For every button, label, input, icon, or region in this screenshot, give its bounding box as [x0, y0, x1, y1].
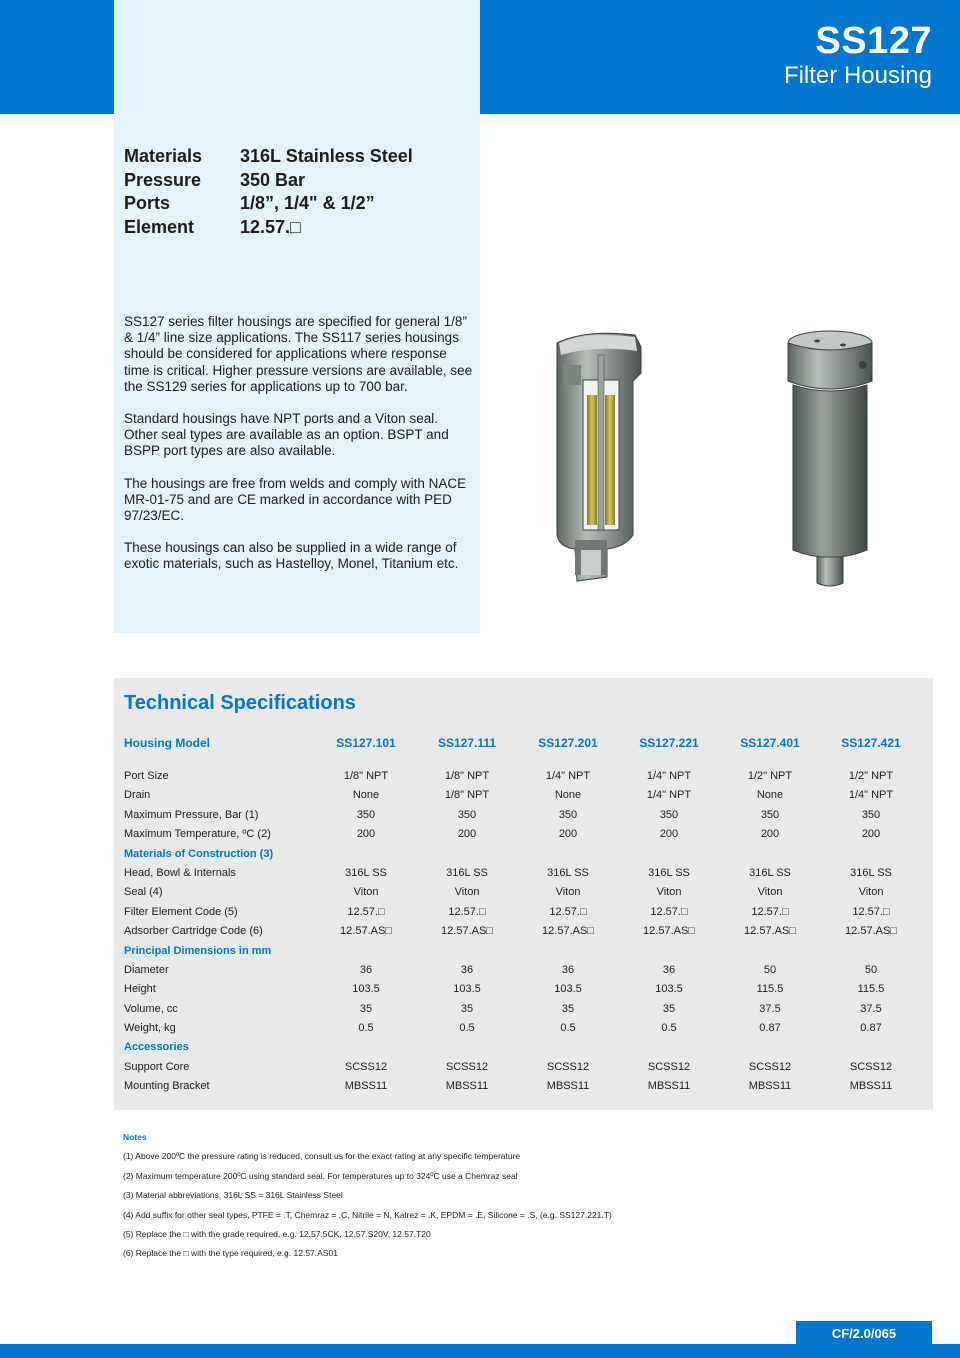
spec-cell: 0.87 — [759, 1022, 781, 1035]
model-header: SS127.201 — [538, 736, 598, 750]
note-item: (2) Maximum temperature 200ºC using standard seal. For temperatures up to 324ºC use a Chemraz seal — [123, 1170, 518, 1181]
spec-cell: 12.57.AS□ — [340, 925, 392, 938]
key-spec-pressure — [124, 170, 413, 194]
description-paragraph: Standard housings have NPT ports and a Viton seal. Other seal types are available as an option. BSPT and BSPP port types are also available. — [124, 411, 449, 459]
spec-cell: 200 — [861, 828, 881, 841]
spec-cell: 35 — [460, 1002, 474, 1015]
product-name: Filter Housing — [783, 62, 932, 89]
spec-cell: 0.87 — [860, 1022, 882, 1035]
spec-row-label: Adsorber Cartridge Code (6) — [124, 925, 263, 938]
note-item: (1) Above 200ºC the pressure rating is reduced, consult us for the exact rating at any specific temperature — [123, 1151, 521, 1162]
spec-row-label: Maximum Pressure, Bar (1) — [124, 808, 259, 821]
note-item: (4) Add suffix for other seal types, PTFE = .T, Chemraz = .C, Nitrile = N, Kalrez = .K, EPDM = .E, Silicone = .S, (e.g. SS127.221.T) — [123, 1209, 612, 1220]
product-code: SS127 — [815, 20, 932, 62]
spec-row — [124, 806, 924, 825]
spec-cell: 12.57.□ — [347, 905, 385, 918]
spec-row — [124, 903, 924, 922]
spec-cell: 35 — [561, 1002, 575, 1015]
spec-row — [124, 786, 924, 805]
spec-row-label: Filter Element Code (5) — [124, 905, 238, 918]
spec-cell: 103.5 — [655, 983, 683, 996]
spec-cell: SCSS12 — [546, 1060, 590, 1073]
key-spec-materials — [124, 146, 413, 170]
model-header: SS127.401 — [740, 736, 800, 750]
spec-cell: 350 — [760, 808, 780, 821]
spec-row-label: Diameter — [124, 963, 169, 976]
spec-cell: 12.57.□ — [650, 905, 688, 918]
key-spec-ports — [124, 193, 413, 217]
spec-cell: 12.57.AS□ — [542, 925, 594, 938]
spec-cell: 12.57.□ — [852, 905, 890, 918]
spec-cell: Viton — [858, 886, 884, 899]
spec-cell: 12.57.□ — [448, 905, 486, 918]
spec-cell: 200 — [760, 828, 780, 841]
spec-cell: 1/4" NPT — [646, 770, 692, 782]
spec-cell: 12.57.AS□ — [845, 925, 897, 938]
spec-cell: Viton — [353, 886, 379, 899]
header-light-block — [114, 0, 480, 114]
spec-cell: 350 — [558, 808, 578, 821]
spec-cell: 0.5 — [459, 1022, 475, 1035]
spec-cell: SCSS12 — [344, 1060, 388, 1073]
key-specs — [124, 146, 413, 240]
spec-cell: 115.5 — [756, 983, 784, 996]
spec-row — [124, 980, 924, 999]
spec-cell: MBSS11 — [647, 1080, 691, 1093]
description-paragraph: The housings are free from welds and comply with NACE MR-01-75 and are CE marked in accordance with PED 97/23/EC. — [124, 475, 467, 524]
spec-title: Technical Specifications — [124, 692, 356, 714]
spec-cell: 350 — [659, 808, 679, 821]
spec-cell: 35 — [359, 1002, 373, 1015]
spec-row-label: Support Core — [124, 1060, 190, 1073]
note-item: (5) Replace the □ with the grade required, e.g. 12.57.5CK, 12.57.S20V, 12.57.T20 — [123, 1228, 431, 1239]
spec-cell: 35 — [662, 1002, 676, 1015]
spec-row — [124, 1000, 924, 1019]
spec-row-label: Port Size — [124, 770, 169, 782]
spec-cell: 12.57.□ — [751, 905, 789, 918]
spec-row-label: Height — [124, 983, 156, 996]
spec-cell: 1/4" NPT — [646, 789, 692, 802]
spec-cell: 36 — [359, 963, 373, 976]
spec-cell: 1/8" NPT — [343, 770, 389, 782]
spec-row-label: Mounting Bracket — [124, 1080, 210, 1093]
spec-cell: 200 — [659, 828, 679, 841]
spec-cell: 37.5 — [759, 1002, 781, 1015]
key-spec-label: Ports — [124, 193, 171, 213]
spec-header-label: Housing Model — [124, 736, 210, 750]
spec-row — [124, 767, 924, 786]
spec-row — [124, 922, 924, 941]
spec-cell: 1/8" NPT — [444, 770, 490, 782]
spec-cell: 350 — [861, 808, 881, 821]
spec-row — [124, 825, 924, 844]
spec-row-label: Weight, kg — [124, 1022, 176, 1035]
spec-cell: SCSS12 — [849, 1060, 893, 1073]
spec-cell: 316L SS — [547, 866, 589, 879]
spec-cell: 12.57.AS□ — [744, 925, 796, 938]
spec-row — [124, 961, 924, 980]
spec-cell: 1/4" NPT — [545, 770, 591, 782]
spec-section-heading — [124, 1038, 924, 1057]
spec-cell: 115.5 — [857, 983, 885, 996]
spec-cell: SCSS12 — [445, 1060, 489, 1073]
spec-cell: 316L SS — [446, 866, 488, 879]
spec-cell: 103.5 — [453, 983, 481, 996]
spec-cell: 36 — [662, 963, 676, 976]
spec-cell: None — [554, 789, 582, 802]
key-spec-label: Element — [124, 216, 195, 237]
spec-cell: SCSS12 — [647, 1060, 691, 1073]
spec-cell: Viton — [454, 886, 480, 899]
section-label: Accessories — [124, 1041, 189, 1054]
spec-cell: None — [756, 789, 784, 802]
spec-cell: 316L SS — [648, 866, 690, 879]
spec-cell: 12.57.□ — [549, 905, 587, 918]
section-label: Materials of Construction (3) — [124, 847, 274, 860]
spec-row — [124, 1077, 924, 1096]
model-header: SS127.111 — [437, 736, 497, 750]
notes-title: Notes — [123, 1132, 147, 1142]
spec-cell: 0.5 — [560, 1022, 576, 1035]
spec-cell: 12.57.AS□ — [643, 925, 695, 938]
document-code: CF/2.0/065 — [796, 1321, 932, 1347]
model-header: SS127.101 — [336, 736, 396, 750]
spec-cell: MBSS11 — [344, 1080, 388, 1093]
description-paragraph: SS127 series filter housings are specified for general 1/8” & 1/4” line size applications. The SS117 series housings should be considered for applications where response time is critical. Higher pressure versions are available, see the SS129 series for applications up to 700 bar. — [124, 314, 473, 394]
spec-header-row — [124, 735, 924, 751]
spec-cell: MBSS11 — [748, 1080, 792, 1093]
spec-cell: SCSS12 — [748, 1060, 792, 1073]
spec-cell: 0.5 — [358, 1022, 374, 1035]
spec-cell: 36 — [561, 963, 575, 976]
key-spec-value: 1/8”, 1/4" & 1/2” — [240, 193, 375, 213]
spec-cell: 200 — [558, 828, 578, 841]
key-spec-value: 350 Bar — [240, 169, 306, 190]
spec-cell: 316L SS — [850, 866, 892, 879]
spec-cell: None — [352, 789, 380, 802]
spec-cell: 200 — [356, 828, 376, 841]
spec-row-label: Drain — [124, 789, 151, 802]
exterior-housing-image — [788, 331, 872, 586]
spec-cell: Viton — [757, 886, 783, 899]
spec-cell: Viton — [555, 886, 581, 899]
spec-row-label: Volume, cc — [124, 1002, 178, 1015]
spec-cell: 50 — [864, 963, 878, 976]
spec-cell: 1/8" NPT — [444, 789, 490, 802]
spec-cell: 316L SS — [345, 866, 387, 879]
product-description — [124, 314, 474, 589]
spec-cell: 12.57.AS□ — [441, 925, 493, 938]
spec-cell: 1/2" NPT — [848, 770, 894, 782]
key-spec-label: Materials — [124, 146, 203, 166]
spec-cell: Viton — [656, 886, 682, 899]
spec-cell: 36 — [460, 963, 474, 976]
spec-row-label: Maximum Temperature, ºC (2) — [124, 828, 271, 841]
note-item: (6) Replace the □ with the type required, e.g. 12.57.AS01 — [123, 1248, 338, 1259]
spec-cell: 350 — [457, 808, 477, 821]
model-header: SS127.421 — [841, 736, 901, 750]
spec-cell: MBSS11 — [445, 1080, 489, 1093]
notes-section — [123, 1131, 823, 1267]
key-spec-label: Pressure — [124, 169, 202, 190]
key-spec-value: 316L Stainless Steel — [240, 146, 413, 166]
product-illustration — [545, 325, 875, 595]
spec-section-heading — [124, 845, 924, 864]
key-spec-element — [124, 217, 413, 241]
spec-row — [124, 883, 924, 902]
spec-cell: 37.5 — [860, 1002, 882, 1015]
spec-table — [124, 767, 924, 1097]
spec-section-heading — [124, 942, 924, 961]
spec-cell: 50 — [763, 963, 777, 976]
spec-row — [124, 1058, 924, 1077]
model-header: SS127.221 — [639, 736, 699, 750]
spec-cell: 0.5 — [661, 1022, 677, 1035]
spec-cell: MBSS11 — [546, 1080, 590, 1093]
spec-cell: 103.5 — [554, 983, 582, 996]
section-label: Principal Dimensions in mm — [124, 944, 272, 957]
spec-row-label: Head, Bowl & Internals — [124, 866, 236, 879]
spec-row — [124, 1019, 924, 1038]
spec-cell: 200 — [457, 828, 477, 841]
spec-cell: 103.5 — [352, 983, 380, 996]
spec-row — [124, 864, 924, 883]
cutaway-housing-image — [557, 333, 641, 581]
description-paragraph: These housings can also be supplied in a wide range of exotic materials, such as Hastelloy, Monel, Titanium etc. — [124, 540, 459, 572]
spec-cell: MBSS11 — [849, 1080, 893, 1093]
key-spec-value: 12.57.□ — [240, 216, 301, 237]
spec-cell: 316L SS — [749, 866, 791, 879]
spec-cell: 350 — [356, 808, 376, 821]
spec-cell: 1/2" NPT — [747, 770, 793, 782]
note-item: (3) Material abbreviations, 316L SS = 316L Stainless Steel — [123, 1190, 343, 1201]
spec-row-label: Seal (4) — [124, 886, 163, 899]
spec-cell: 1/4" NPT — [848, 789, 894, 802]
